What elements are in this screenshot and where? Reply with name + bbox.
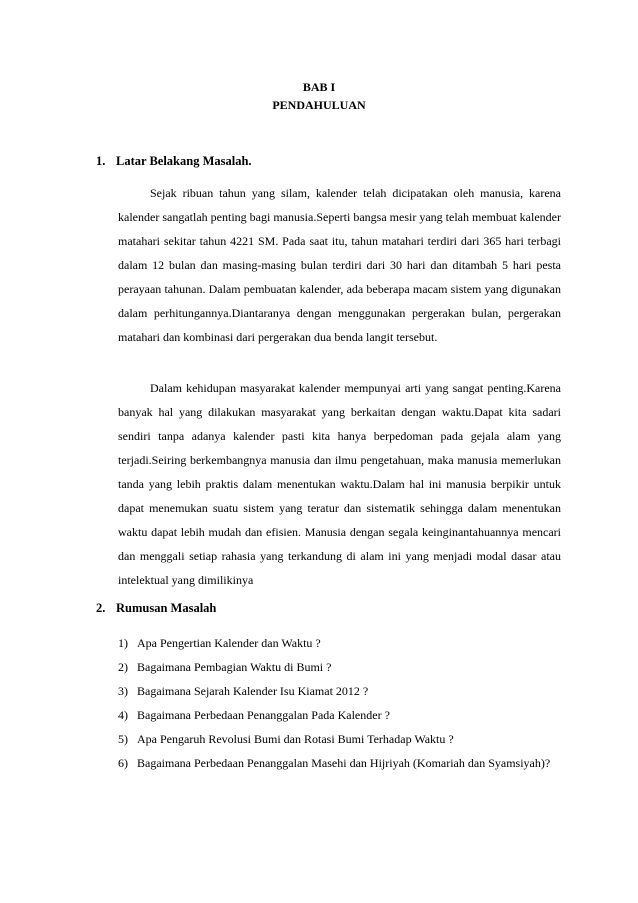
- list-item: 6) Bagaimana Perbedaan Penanggalan Masehi dan Hijriyah (Komariah dan Syamsiyah)?: [118, 756, 551, 770]
- list-item: 2) Bagaimana Pembagian Waktu di Bumi ?: [118, 660, 332, 674]
- section-title: Latar Belakang Masalah.: [116, 154, 252, 168]
- list-item: 5) Apa Pengaruh Revolusi Bumi dan Rotasi Bumi Terhadap Waktu ?: [118, 732, 454, 746]
- chapter-title: PENDAHULUAN: [272, 98, 366, 112]
- paragraph-2: Dalam kehidupan masyarakat kalender mempunyai arti yang sangat penting.Karena banyak hal yang dilakukan masyarakat yang berkaitan dengan waktu.Dapat kita sadari sendiri tanpa adanya kalender pasti kita hanya berpedoman pada gejala alam yang terjadi.Seiring berkembangnya manusia dan ilmu pengetahuan, maka manusia memerlukan tanda yang lebih praktis dalam menentukan waktu.Dalam hal ini manusia berpikir untuk dapat menemukan suatu sistem yang teratur dan sistematik sehingga dalam menentukan waktu dapat lebih mudah dan efisien. Manusia dengan segala keinginantahuannya mencari dan menggali setiap rahasia yang terkandung di alam ini yang menjadi modal dasar atau intelektual yang dimilikinya: [118, 381, 561, 587]
- chapter-number: BAB I: [302, 80, 336, 94]
- section-heading-1: [96, 154, 252, 169]
- section-heading-2: [96, 601, 216, 616]
- section-title: Rumusan Masalah: [116, 601, 217, 615]
- section-number: 2.: [96, 601, 106, 615]
- section-number: 1.: [96, 154, 106, 168]
- list-item: 1) Apa Pengertian Kalender dan Waktu ?: [118, 636, 321, 650]
- list-item: 3) Bagaimana Sejarah Kalender Isu Kiamat 2012 ?: [118, 684, 369, 698]
- paragraph-1: Sejak ribuan tahun yang silam, kalender telah dicipatakan oleh manusia, karena kalender sangatlah penting bagi manusia.Seperti bangsa mesir yang telah membuat kalender matahari sekitar tahun 4221 SM. Pada saat itu, tahun matahari terdiri dari 365 hari terbagi dalam 12 bulan dan masing-masing bulan terdiri dari 30 hari dan ditambah 5 hari pesta perayaan tahunan. Dalam pembuatan kalender, ada beberapa macam sistem yang digunakan dalam perhitungannya.Diantaranya dengan menggunakan pergerakan bulan, pergerakan matahari dan kombinasi dari pergerakan dua benda langit tersebut.: [118, 186, 561, 344]
- problem-list: [118, 631, 561, 775]
- list-item: 4) Bagaimana Perbedaan Penanggalan Pada Kalender ?: [118, 708, 390, 722]
